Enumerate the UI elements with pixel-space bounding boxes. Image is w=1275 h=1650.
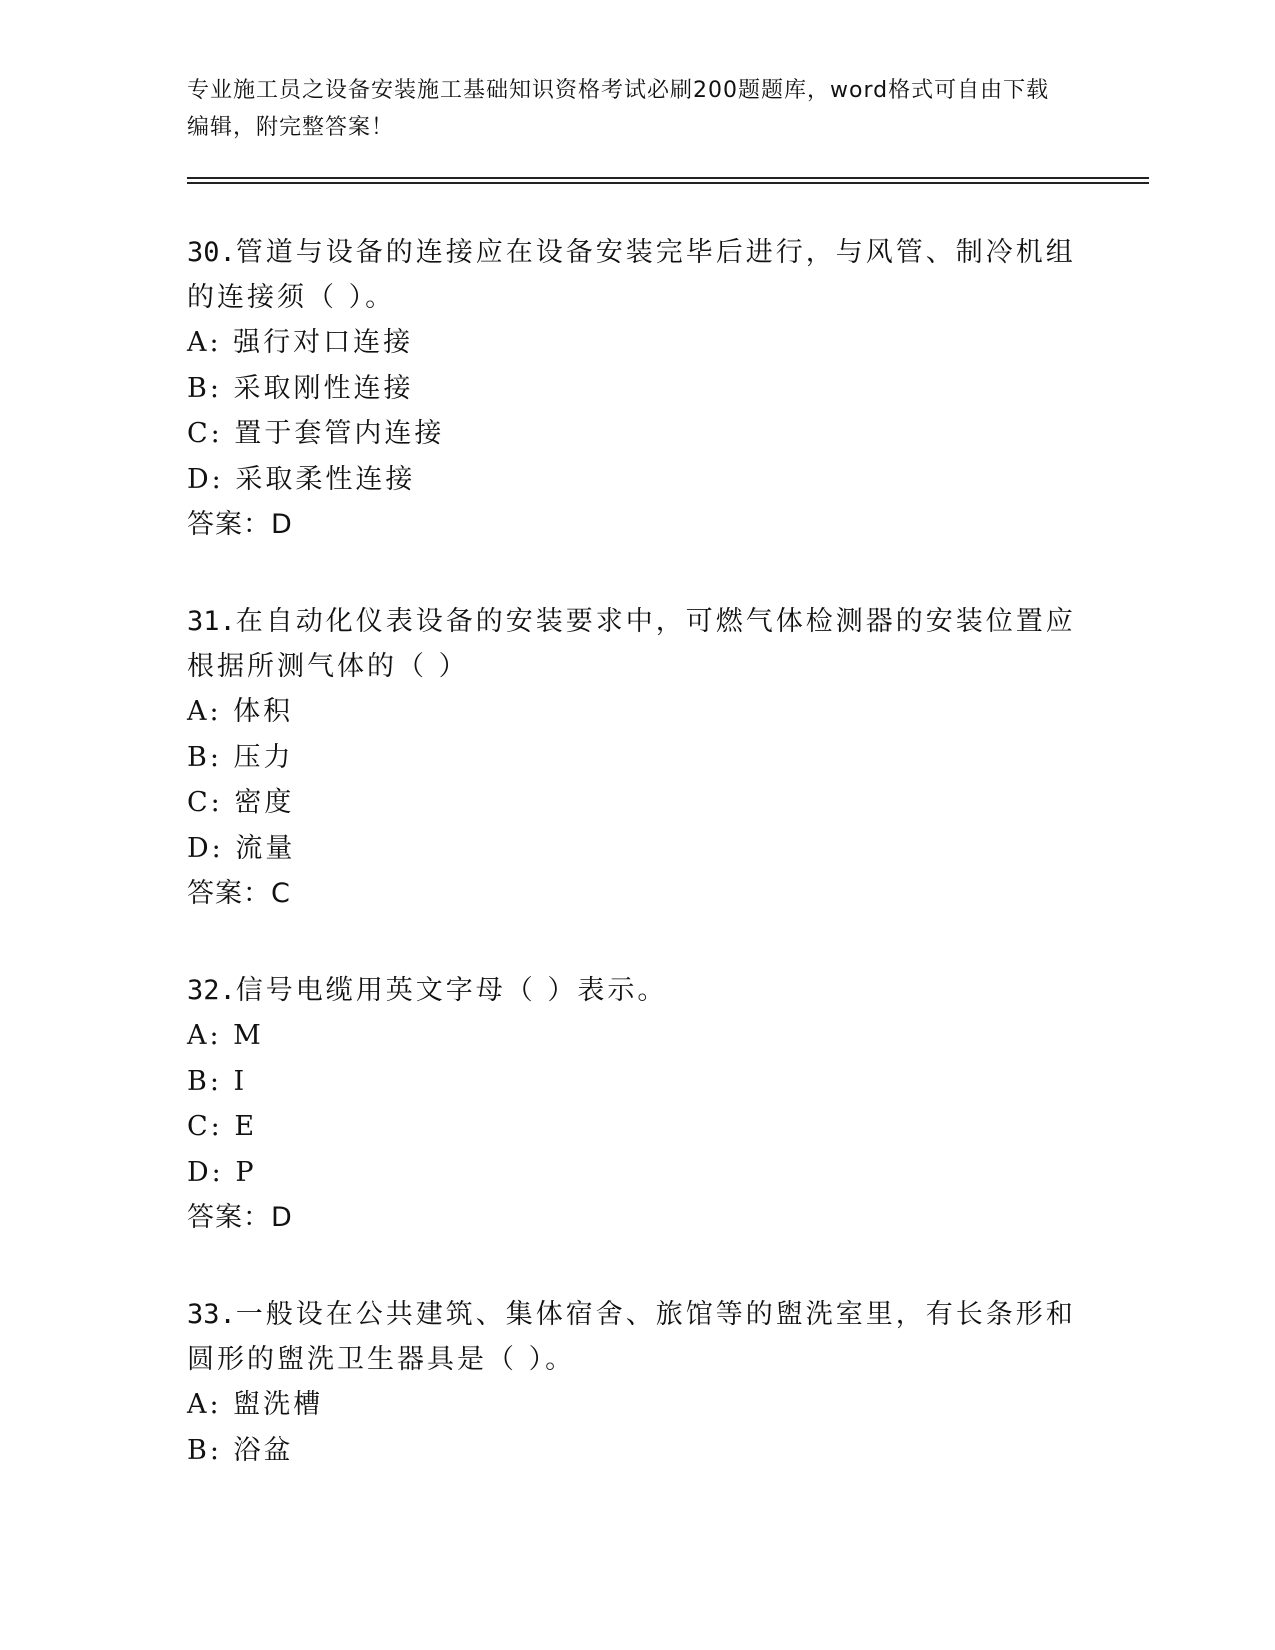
- option-d: D: 流量: [187, 832, 296, 864]
- question-stem: 管道与设备的连接应在设备安装完毕后进行，与风管、制冷机组的连接须（ ）。: [187, 237, 1076, 313]
- question-text: [187, 599, 1087, 689]
- question-number: 31.: [187, 606, 236, 637]
- question-number: 32.: [187, 975, 236, 1006]
- question-text: [187, 230, 1087, 320]
- option-b: B: I: [187, 1065, 248, 1097]
- question-list: [187, 230, 1087, 1525]
- option-d: D: P: [187, 1156, 257, 1188]
- option-b: B: 浴盆: [187, 1434, 294, 1466]
- question-number: 30.: [187, 237, 236, 268]
- question-31: [187, 599, 1087, 916]
- document-header: 专业施工员之设备安装施工基础知识资格考试必刷200题题库，word格式可自由下载编辑，附完整答案！: [187, 78, 1050, 140]
- option-b: B: 压力: [187, 741, 294, 773]
- option-a: A: 强行对口连接: [187, 327, 414, 358]
- answer: 答案：D: [187, 1202, 293, 1233]
- option-a: A: M: [187, 1020, 264, 1051]
- header-divider-top: [187, 177, 1149, 179]
- question-number: 33.: [187, 1299, 236, 1330]
- answer: 答案：C: [187, 878, 291, 909]
- question-stem: 在自动化仪表设备的安装要求中，可燃气体检测器的安装位置应根据所测气体的（ ）: [187, 606, 1076, 682]
- question-text: [187, 1292, 1087, 1382]
- question-stem: 信号电缆用英文字母（ ）表示。: [235, 975, 668, 1006]
- answer: 答案：D: [187, 509, 293, 540]
- option-c: C: 密度: [187, 787, 295, 818]
- option-a: A: 体积: [187, 696, 294, 727]
- question-text: [187, 968, 1087, 1013]
- question-33: [187, 1292, 1087, 1473]
- question-32: [187, 968, 1087, 1240]
- question-stem: 一般设在公共建筑、集体宿舍、旅馆等的盥洗室里，有长条形和圆形的盥洗卫生器具是（ ）。: [187, 1299, 1076, 1375]
- option-c: C: E: [187, 1111, 258, 1142]
- option-d: D: 采取柔性连接: [187, 463, 416, 495]
- option-c: C: 置于套管内连接: [187, 418, 445, 449]
- option-b: B: 采取刚性连接: [187, 372, 414, 404]
- header-divider-bottom: [187, 182, 1149, 184]
- option-a: A: 盥洗槽: [187, 1389, 324, 1420]
- question-30: [187, 230, 1087, 547]
